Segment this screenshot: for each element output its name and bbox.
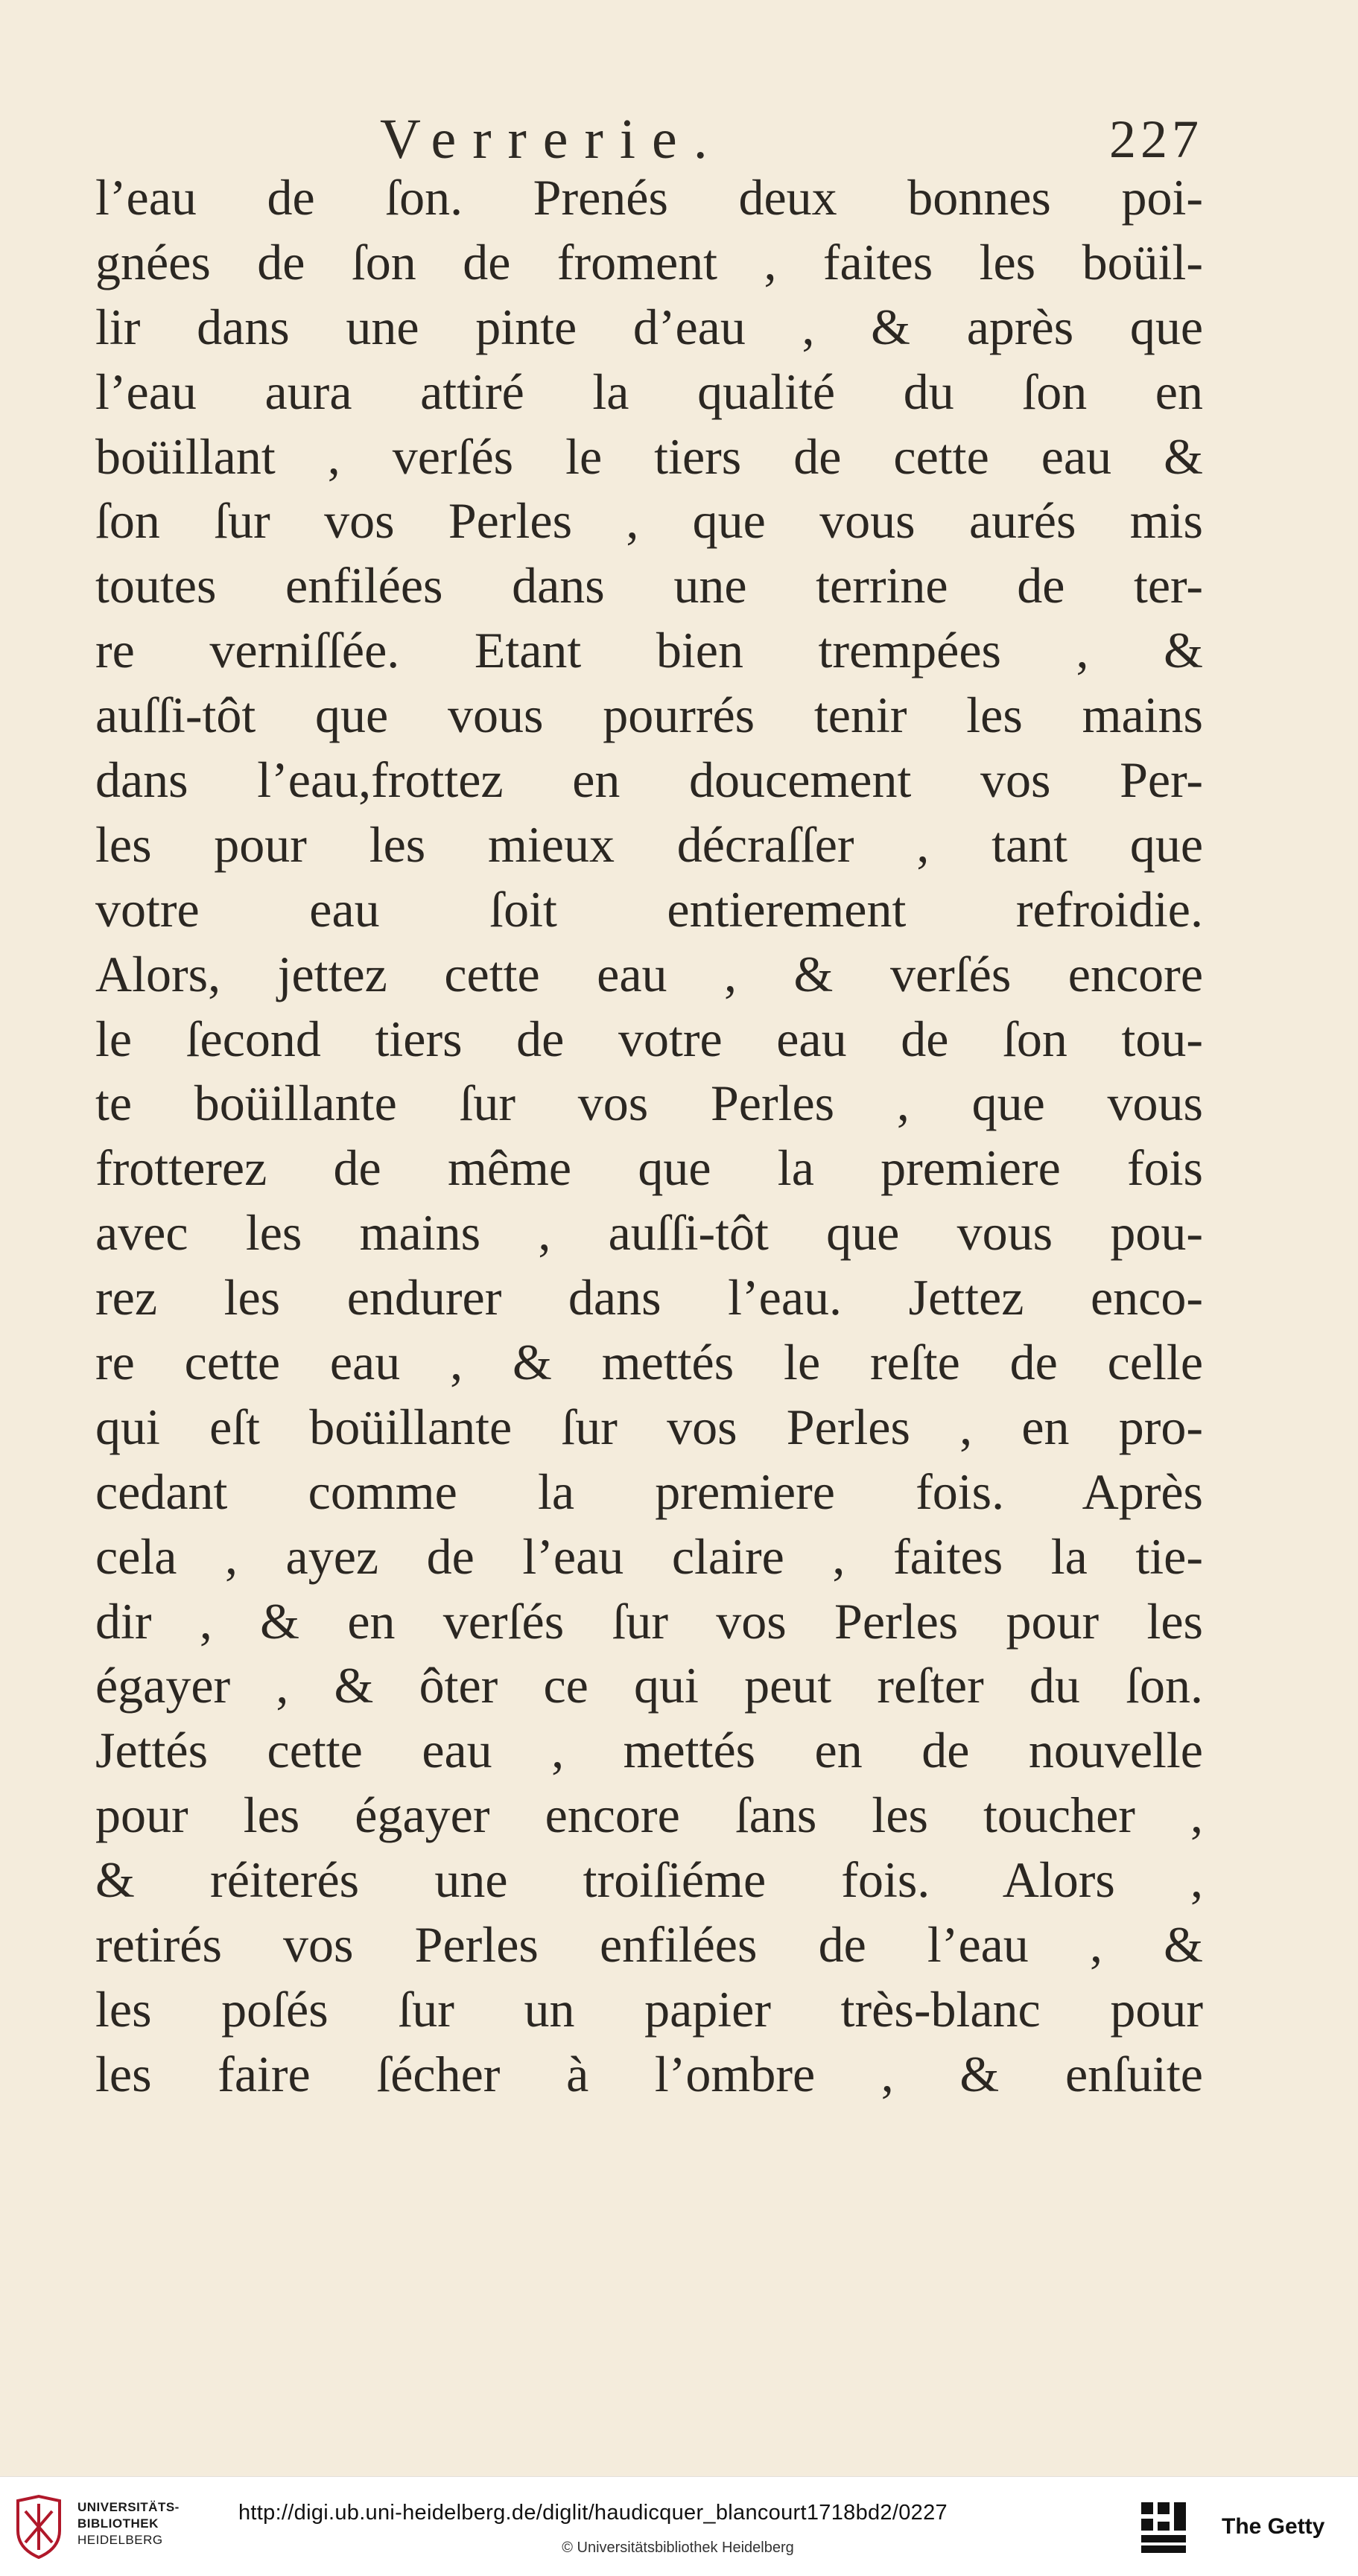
text-line: avec les mains , auſſi-tôt que vous pou- <box>95 1204 1203 1262</box>
text-line: l’eau de ſon. Prenés deux bonnes poi- <box>95 169 1203 226</box>
running-title: Verrerie. <box>380 108 724 171</box>
text-line: auſſi-tôt que vous pourrés tenir les mains <box>95 687 1203 744</box>
text-line: frotterez de même que la premiere fois <box>95 1139 1203 1197</box>
text-line: dans l’eau,frottez en doucement vos Per- <box>95 751 1203 809</box>
library-name-line1: UNIVERSITÄTS- <box>77 2500 180 2514</box>
university-library-name <box>77 2499 204 2548</box>
partner-name: The Getty <box>1222 2514 1325 2539</box>
permalink-url[interactable]: http://digi.ub.uni-heidelberg.de/diglit/haudicquer_blancourt1718bd2/0227 <box>238 2501 948 2525</box>
body-text <box>95 165 1203 2107</box>
text-line: cela , ayez de l’eau claire , faites la tie- <box>95 1527 1203 1585</box>
getty-logo-icon <box>1138 2499 1190 2557</box>
text-line: les pour les mieux décraſſer , tant que <box>95 815 1203 873</box>
text-line: l’eau aura attiré la qualité du ſon en <box>95 363 1203 420</box>
text-line: dir , & en verſés ſur vos Perles pour les <box>95 1592 1203 1650</box>
text-line: qui eſt boüillante ſur vos Perles , en pro- <box>95 1398 1203 1455</box>
text-line: re verniſſée. Etant bien trempées , & <box>95 622 1203 679</box>
library-name-line3: HEIDELBERG <box>77 2533 163 2547</box>
text-line: rez les endurer dans l’eau. Jettez enco- <box>95 1269 1203 1326</box>
text-line: te boüillante ſur vos Perles , que vous <box>95 1075 1203 1132</box>
text-line: Alors, jettez cette eau , & verſés encore <box>95 945 1203 1002</box>
text-line: lir dans une pinte d’eau , & après que <box>95 298 1203 355</box>
library-name-line2: BIBLIOTHEK <box>77 2516 159 2531</box>
page-number: 227 <box>1109 109 1203 169</box>
running-head <box>380 104 1203 175</box>
university-library-logo-icon <box>12 2493 66 2560</box>
text-line: toutes enfilées dans une terrine de ter- <box>95 557 1203 614</box>
text-line: ſon ſur vos Perles , que vous aurés mis <box>95 492 1203 550</box>
text-line: boüillant , verſés le tiers de cette eau & <box>95 427 1203 485</box>
text-line: les poſés ſur un papier très-blanc pour <box>95 1980 1203 2038</box>
text-line: Jettés cette eau , mettés en de nouvelle <box>95 1722 1203 1779</box>
footer-bar <box>0 2476 1358 2576</box>
text-line: cedant comme la premiere fois. Après <box>95 1463 1203 1520</box>
text-line: gnées de ſon de froment , faites les boüil- <box>95 233 1203 290</box>
text-line: re cette eau , & mettés le reſte de celle <box>95 1334 1203 1391</box>
text-line: retirés vos Perles enfilées de l’eau , & <box>95 1916 1203 1974</box>
text-line: les faire ſécher à l’ombre , & enſuite <box>95 2045 1203 2102</box>
copyright-notice: © Universitätsbibliothek Heidelberg <box>562 2540 794 2556</box>
text-line: égayer , & ôter ce qui peut reſter du ſon. <box>95 1657 1203 1714</box>
text-line: votre eau ſoit entierement refroidie. <box>95 880 1203 938</box>
text-line: & réiterés une troiſiéme fois. Alors , <box>95 1851 1203 1909</box>
text-line: pour les égayer encore ſans les toucher , <box>95 1787 1203 1844</box>
text-line: le ſecond tiers de votre eau de ſon tou- <box>95 1010 1203 1067</box>
